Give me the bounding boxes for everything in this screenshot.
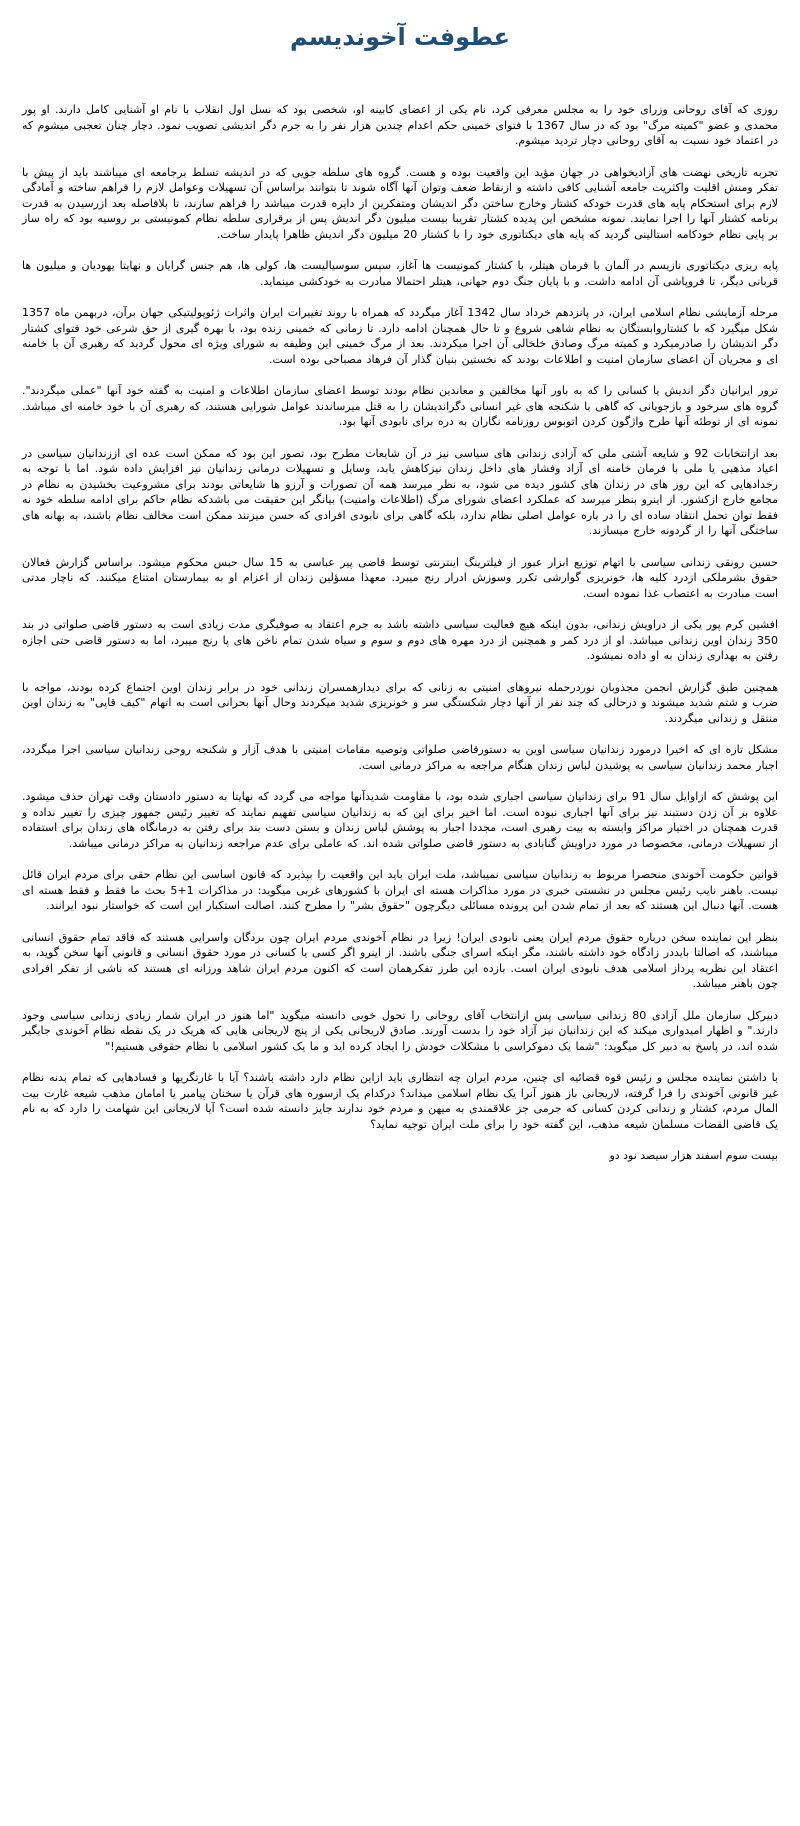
paragraph-8: افشین کرم پور یکی از دراویش زندانی، بدون اینکه هیچ فعالیت سیاسی داشته باشد به جرم اعتقاد به صوفیگری مدت زیادی است به دستور قاضی صلواتی در بند 350 زندان اوین زندانی میباشد. او از درد کمر و همچنین از درد مهره های دوم و سوم و سیاه شدن تمام ناخن های پا رنج میبرد، اما به دستور قاضی حتی اجازه رفتن به بهداری زندان به او داده نمیشود. [22, 618, 778, 662]
paragraph-13: بنظر این نماینده سخن درباره حقوق مردم ایران یعنی نابودی ایران! زیرا در نظام آخوندی مردم ایران چون بردگان واسرایی هستند که فاقد تمام حقوق انسانی میباشند، که اصالتا بایددر زادگاه خود داشته باشند، مگر اینکه اسرای جنگی باشند. از اینرو اگر کسی یا کسانی در مورد حقوق انسانی و قانونی آنها سخن گوید، به اعتقاد این نظریه پرداز اسلامی هدف نابودی ایران است. بازده این طرز تفکرهمان است که اکنون مردم ایران شاهد ورزانه ای هستند که ناشی از تفکر افرادی چون باهنر میباشد. [22, 930, 778, 990]
paragraph-11: این پوشش که ازاوایل سال 91 برای زندانیان سیاسی اجباری شده بود، با مقاومت شدیدآنها مواجه می گردد که نهایتا به دستور دادستان وقت تهران حذف میشود. علاوه بر آن زدن دستبند نیز برای آنها اجباری نبوده است. اما اخیر برای این که به زندانیان سیاسی تفهیم نمایند که تغییر رئیس جمهور چیزی را تغییر نداده و قدرت همچنان در اختیار مراکز وابسته به بیت رهبری است، مجددا اجبار به پوشش لباس زندان و بستن دست بند برای رفتن به درمانگاه های زندان برای استفاده از تسهیلات درمانی، مخصوصا در مورد دراویش گنابادی به دستور قاضی صلواتی شده اند. که عاملی برای عدم مراجعه زندانیان به مراکز درمانی میباشد. [22, 790, 778, 850]
paragraph-10: مشکل تازه ای که اخیرا درمورد زندانیان سیاسی اوین به دستورقاضی صلواتی وتوصیه مقامات امنیتی با هدف آزار و شکنجه روحی زندانیان سیاسی اجرا میگردد، اجبار محمد زندانیان سیاسی به پوشیدن لباس زندان هنگام مراجعه به مراکز درمانی است. [22, 743, 778, 772]
article-body [22, 102, 778, 1164]
paragraph-6: بعد ازانتخابات 92 و شایعه آشتی ملی که آزادی زندانی های سیاسی نیز در آن شایعات مطرح بود، تصور این بود که ممکن است عده ای اززندانیان سیاسی در اعیاد مذهبی یا ملی با فرمان خامنه ای آزاد وفشار های داخل زندان نیزکاهش یابد، وسایل و تسهیلات درمانی زندانیان نیز افزایش داده شود. اما با توجه به رخدادهایی که این روز های در زندان های کشور دیده می شود، به نظر میرسد همه آن تصورات و آرزو ها شایعاتی بودند برای مشروعیت بخشیدن به نظام در مجامع خارج ازکشور. از اینرو بنظر میرسد که عملکرد اعضای شورای مرگ (اطلاعات وامنیت) بیانگر این حقیقت می باشدکه نظام حاکم برای ادامه سلطه خود نه فقط توان تحمل انتقاد ساده ای را در باره عوامل اصلی نظام ندارد، بلکه گاهی برای نابودی افرادی که حسن میزنند ممکن است مخالف نظام باشند، به بهانه های ساختگی آنها را از گردونه خارج میسازند. [22, 446, 778, 537]
paragraph-9: همچنین طبق گزارش انجمن مجذوبان نوردرحمله نیروهای امنیتی به زنانی که برای دیدارهمسران زندانی خود در برابر زندان اوین اجتماع کرده بودند، مواجه با ضرب و شتم شدید میشوند و درحالی که چند نفر از آنها دچار شکستگی سر و خونریزی شدید میکردند وحال آنها بحرانی است به اتهام "کیف قاپی" به زندان اوین منتقل و زندانی میگردند. [22, 680, 778, 725]
paragraph-7: حسین رونقی زندانی سیاسی با اتهام توزیع ابزار عبور از فیلترینگ اینترنتی توسط قاضی پیر عباسی به 15 سال حبس محکوم میشود. براساس گزارش فعالان حقوق بشرملکی ازدرد کلیه ها، خونریزی گوارشی تکرر وسوزش ادرار رنج میبرد. معهذا مسؤلین زندان از اعزام او به بیمارستان امتناع میکنند. که ناچار مدتی است مبادرت به اعتصاب غذا نموده است. [22, 555, 778, 600]
paragraph-4: مرحله آزمایشی نظام اسلامی ایران، در پانزدهم خرداد سال 1342 آغاز میگردد که همراه با روند تغییرات ایران واثرات ژئوپولیتیکی جهان برآن، دربهمن ماه 1357 شکل میگیرد که با کشتاروابستگان به نظام شاهی شروع و تا حال همچنان ادامه دارد. تا زمانی که خمینی زنده بود، با بهره گیری از حق شرعی خود فتوای کشتار دگر اندیشان را صادرمیکرد و کمیته مرگ وصادق خلخالی آن اجرا میکردند. بعد از مرگ خمینی این وظیفه به شورای ویژه ای محول گردید که رهبری آن با خامنه ای و مجریان آن اعضای سازمان امنیت و اطلاعات بودند که نخستین بنیان گذار آن فرهاد مصباحی بوده است. [22, 306, 779, 366]
article-date-signature: بیست سوم اسفند هزار سیصد نود دو [609, 1149, 778, 1162]
paragraph-14: دبیرکل سازمان ملل آزادی 80 زندانی سیاسی پس ازانتخاب آقای روحانی را تحول خوبی دانسته میگوید "اما هنوز در ایران شمار زیادی زندانی سیاسی وجود دارند." و اظهار امیدواری میکند که این زندانیان نیز آزاد خود را بدست آورند. صادق لاریجانی یکی از پنج لاریجانی هایی که هریک در یک نقطه نظام آخوندی جایگیر شده اند، در پاسخ به دبیر کل میگوید: "شما یک دموکراسی با مشکلات خودش را ایجاد کرده اید و ما یک کشور اسلامی با نظام حقوقی هستیم!" [22, 1008, 779, 1053]
paragraph-15: با داشتن نماینده مجلس و رئیس قوه قضائیه ای چنین، مردم ایران چه انتظاری باید ازاین نظام دارد داشته باشند؟ آیا با غارتگریها و فسادهایی که تمام بدنه نظام غیر قانونی آخوندی را فرا گرفته، لاریجانی باز هنوز آنرا یک نظام اسلامی میداند؟ درکدام یک ازسوره های قرآن یا سخنان پیامبر یا امامان مذهب شیعه غارت بیت المال مردم، کشتار و زندانی کردن کسانی که جرمی جز علاقمندی به میهن و مردم خود ندارند جایز دانسته شده است؟ آیا لاریجانی این شهامت را دارد که به نام یک قاضی القضات مسلمان شیعه مذهب، این گفته خود را برای ملت ایران توجیه نماید؟ [22, 1071, 778, 1131]
paragraph-3: پایه ریزی دیکتاتوری نازیسم در آلمان با فرمان هیتلر، با کشتار کمونیست ها آغاز، سپس سوسیالیست ها، کولی ها، هم جنس گرایان و نهایتا یهودیان و میلیون ها قربانی دیگر، تا فروپاشی آن ادامه داشت. و با پایان جنگ دوم جهانی، هیتلر احتمالا مبادرت به خودکشی مینماید. [22, 259, 778, 288]
paragraph-1: روزی که آقای روحانی وزرای خود را به مجلس معرفی کرد، نام یکی از اعضای کابینه او، شخصی بود که نسل اول انقلاب با نام او آشنایی کامل دارند. او پور محمدی و عضو "کمیته مرگ" بود که در سال 1367 با فتوای خمینی حکم اعدام چندین هزار نفر را به جرم دگر اندیشی تصویب نمود. دچار چنان تعجبی میشوم که در اعتماد خود نسبت به آقای روحانی دچار تردید میشوم. [22, 103, 778, 147]
paragraph-5: ترور ایرانیان دگر اندیش یا کسانی را که به باور آنها مخالفین و معاندین نظام بودند توسط اعضای سازمان اطلاعات و امنیت به گفته خود آنها "عملی میگردند". گروه های سرخود و بازجویانی که گاهی با شکنجه های غیر انسانی دگراندیشان را به قتل میرساندند عوامل شورایی هستند، که رهبری آن با خود خامنه ای میباشد. نمونه ای از توطئه آنها طرح واژگون کردن اتوبوس روزنامه نگاران به دره برای نابودی آنها بود. [22, 384, 778, 428]
paragraph-12: قوانین حکومت آخوندی منحصرا مربوط به زندانیان سیاسی نمیباشد، ملت ایران باید این واقعیت را بپذیرد که قانون اساسی این نظام حقی برای مردم ایران قائل نیست. باهنر نایب رئیس مجلس در نشستی خبری در مورد مذاکرات هسته ای ایران با کشورهای غربی میگوید: در مذاکرات 1+5 بحث ما فقط و فقط هسته ای هست. آنها دنبال این هستند که بعد از تمام شدن این پرونده مسائلی دیگرچون "حقوق بشر" را مطرح کنند. اصالت استکبار این است که خواستار نبود ایرانند. [22, 868, 778, 912]
paragraph-2: تجربه تاریخی نهضت های آزادیخواهی در جهان مؤید این واقعیت بوده و هست. گروه های سلطه جویی که در اندیشه تسلط برجامعه ای میباشند باید از پیش با تفکر ومنش اقلیت واکثریت جامعه آشنایی کافی داشته و ازنقاط ضعف وتوان آنها آگاه شوند تا بتوانند براساس آن تسهیلات وعوامل لازم را فراهم ساخته و آمادگی لازم برای استحکام پایه های قدرت خودکه کشتار وخارج ساختن دگر اندیشان ومتفکرین از دایره قدرت میباشد را فراهم سازند، تا بلافاصله بعد ازرسیدن به قدرت برنامه کشتار آنها را اجرا نمایند. نمونه مشخص این پدیده کشتار تقریبا بیست میلیون دگر اندیش پس از برقراری سلطه نظام کمونیستی بر روسیه بود که راه ساز بر پایی نظام خودکامه استالینی گردید که پایه های دیکتاتوری خود را با کشتار 20 میلیون دگر اندیش ظاهرا پایدار ساخت. [22, 165, 778, 241]
article-title: عطوفت آخوندیسم [290, 23, 510, 51]
